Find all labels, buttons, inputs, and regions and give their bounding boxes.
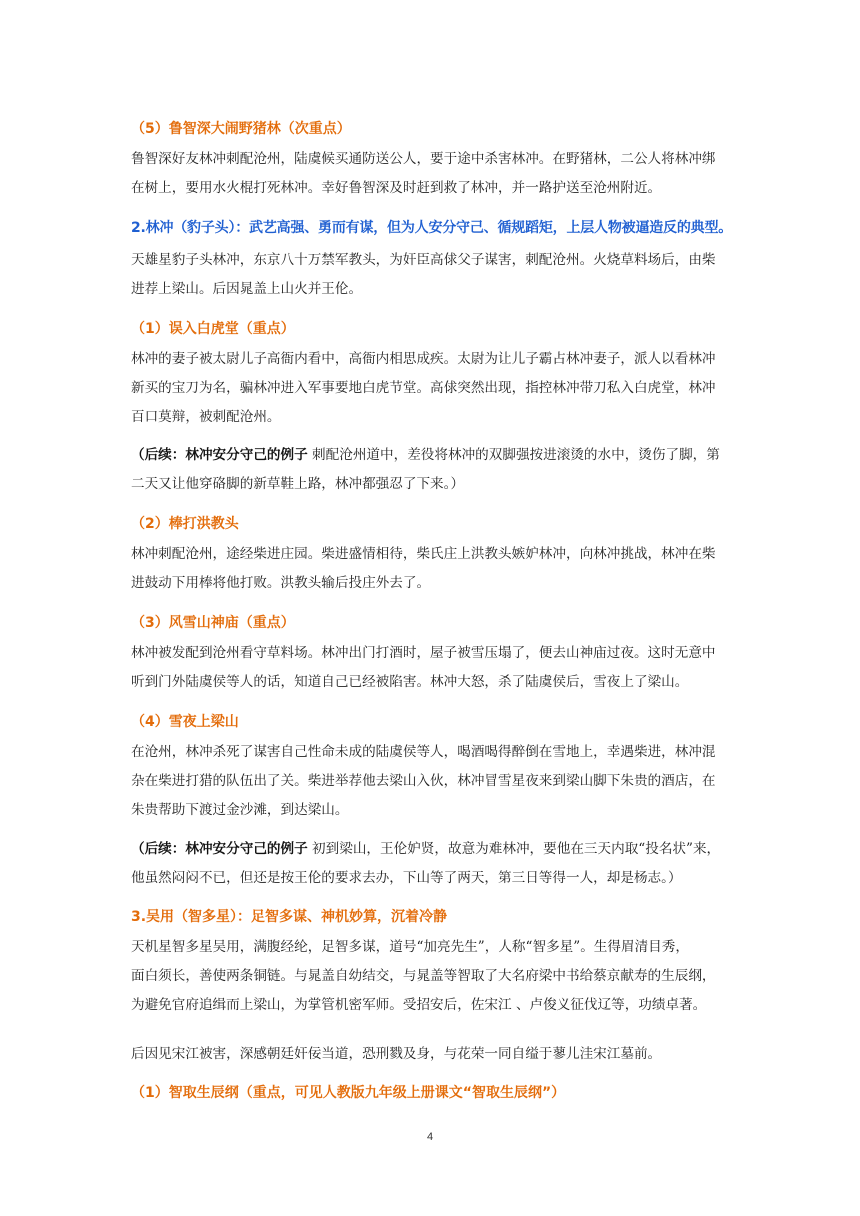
text-line: 在沧州，林冲杀死了谋害自己性命未成的陆虞侯等人，喝酒喝得醉倒在雪地上，幸遇柴进，林冲混 <box>131 744 716 760</box>
text-line: 后因见宋江被害，深感朝廷奸佞当道，恐刑戮及身，与花荣一同自缢于蓼儿洼宋江墓前。 <box>131 1046 662 1062</box>
text-line: 林冲刺配沧州，途经柴进庄园。柴进盛情相待，柴氏庄上洪教头嫉妒林冲，向林冲挑战，林冲在柴 <box>131 546 716 562</box>
section-heading-birthday-gifts: （1）智取生辰纲（重点，可见人教版九年级上册课文“智取生辰纲”） <box>131 1085 566 1101</box>
text-line: 百口莫辩，被刺配沧州。 <box>131 409 281 425</box>
note-label: （后续：林冲安分守己的例子 <box>131 447 308 463</box>
text-line: 他虽然闷闷不已，但还是按王伦的要求去办，下山等了两天，第三日等得一人，却是杨志。） <box>131 870 682 886</box>
note-text: 刺配沧州道中，差役将林冲的双脚强按进滚烫的水中，烫伤了脚，第 <box>307 447 720 463</box>
paragraph-white-tiger-hall <box>131 345 731 432</box>
text-line: 林冲的妻子被太尉儿子高衙内看中，高衙内相思成疾。太尉为让儿子霸占林冲妻子，派人以看林冲 <box>131 351 716 367</box>
paragraph-mountain-temple <box>131 639 731 697</box>
text-line: 二天又让他穿硌脚的新草鞋上路，林冲都强忍了下来。） <box>131 476 465 492</box>
note-white-tiger-hall <box>131 441 741 499</box>
page-number: 4 <box>426 1131 434 1143</box>
section-heading-luzhishen-wild-boar-forest: （5）鲁智深大闹野猪林（次重点） <box>131 121 351 137</box>
text-line: 林冲被发配到沧州看守草料场。林冲出门打酒时，屋子被雪压塌了，便去山神庙过夜。这时无意中 <box>131 645 716 661</box>
section-heading-mountain-temple: （3）风雪山神庙（重点） <box>131 615 295 631</box>
text-line: 为避免官府追缉而上梁山，为掌管机密军师。受招安后，佐宋江 、卢俊义征伐辽等，功绩卓著。 <box>131 997 707 1013</box>
paragraph-lin-chong-intro <box>131 246 731 304</box>
section-heading-hong-jiaotou: （2）棒打洪教头 <box>131 516 239 532</box>
section-heading-snow-night-liangshan: （4）雪夜上梁山 <box>131 714 239 730</box>
paragraph-wild-boar-forest <box>131 145 731 203</box>
character-heading-wu-yong: 3.吴用（智多星）：足智多谋、神机妙算，沉着冷静 <box>131 909 448 925</box>
text-line: 杂在柴进打猎的队伍出了关。柴进举荐他去梁山入伙，林冲冒雪星夜来到梁山脚下朱贵的酒店，在 <box>131 773 716 789</box>
note-snow-night-liangshan <box>131 835 741 893</box>
text-line: 朱贵帮助下渡过金沙滩，到达梁山。 <box>131 802 349 818</box>
note-label: （后续：林冲安分守己的例子 <box>131 841 308 857</box>
text-line: 天雄星豹子头林冲，东京八十万禁军教头，为奸臣高俅父子谋害，刺配沧州。火烧草料场后，由柴 <box>131 252 716 268</box>
paragraph-snow-night-liangshan <box>131 738 731 825</box>
text-line: 进荐上梁山。后因晁盖上山火并王伦。 <box>131 281 363 297</box>
text-line: 在树上，要用水火棍打死林冲。幸好鲁智深及时赶到救了林冲，并一路护送至沧州附近。 <box>131 180 662 196</box>
text-line: 天机星智多星吴用，满腹经纶，足智多谋，道号“加亮先生”，人称“智多星”。生得眉清目秀， <box>131 939 689 955</box>
text-line: 面白须长，善使两条铜链。与晁盖自幼结交，与晁盖等智取了大名府梁中书给蔡京献寿的生辰纲， <box>131 968 716 984</box>
character-heading-lin-chong: 2.林冲（豹子头）：武艺高强、勇而有谋，但为人安分守己、循规蹈矩，上层人物被逼造反的典型。 <box>131 220 733 236</box>
text-line: 听到门外陆虞侯等人的话，知道自己已经被陷害。林冲大怒，杀了陆虞侯后，雪夜上了梁山。 <box>131 674 689 690</box>
text-line: 进鼓动下用棒将他打败。洪教头输后投庄外去了。 <box>131 575 431 591</box>
paragraph-wu-yong-intro <box>131 933 731 1020</box>
section-heading-white-tiger-hall: （1）误入白虎堂（重点） <box>131 321 295 337</box>
text-line: 新买的宝刀为名，骗林冲进入军事要地白虎节堂。高俅突然出现，指控林冲带刀私入白虎堂，林冲 <box>131 380 716 396</box>
paragraph-wu-yong-ending <box>131 1040 731 1069</box>
paragraph-hong-jiaotou <box>131 540 731 598</box>
note-text: 初到梁山，王伦妒贤，故意为难林冲，要他在三天内取“投名状”来， <box>307 841 721 857</box>
text-line: 鲁智深好友林冲刺配沧州，陆虞候买通防送公人，要于途中杀害林冲。在野猪林，二公人将林冲绑 <box>131 151 716 167</box>
